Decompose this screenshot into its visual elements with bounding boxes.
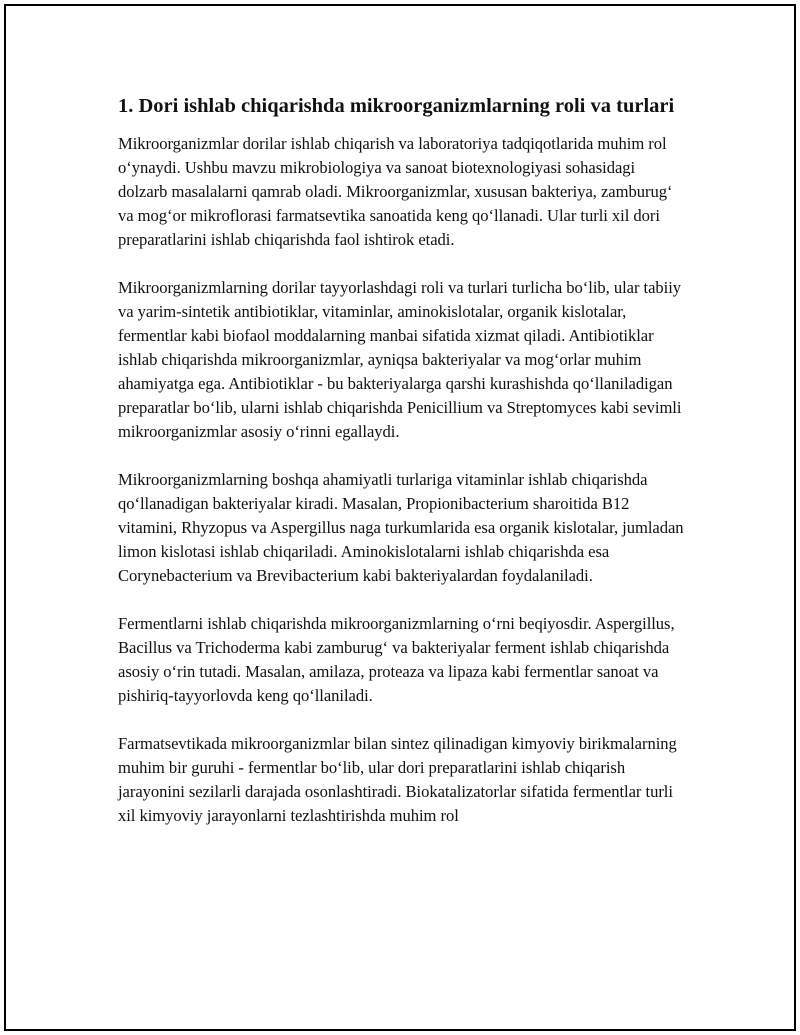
section-heading: 1. Dori ishlab chiqarishda mikroorganizmlarning roli va turlari [118, 95, 675, 117]
paragraph-3: Mikroorganizmlarning boshqa ahamiyatli turlariga vitaminlar ishlab chiqarishda qo‘llanadigan bakteriyalar kiradi. Masalan, Propionibacterium sharoitida B12 vitamini, Rhyzopus va Aspergillus naga turkumlarida esa organik kislotalar, jumladan limon kislotasi ishlab chiqariladi. Aminokislotalarni ishlab chiqarishda esa Corynebacterium va Brevibacterium kabi bakteriyalardan foydalaniladi. [118, 470, 684, 585]
document-body [118, 92, 686, 828]
paragraph-4: Fermentlarni ishlab chiqarishda mikroorganizmlarning o‘rni beqiyosdir. Aspergillus, Bacillus va Trichoderma kabi zamburug‘ va bakteriyalar ferment ishlab chiqarishda asosiy o‘rin tutadi. Masalan, amilaza, proteaza va lipaza kabi fermentlar sanoat va pishiriq-tayyorlovda keng qo‘llaniladi. [118, 614, 675, 705]
paragraph-5: Farmatsevtikada mikroorganizmlar bilan sintez qilinadigan kimyoviy birikmalarning muhim bir guruhi - fermentlar bo‘lib, ular dori preparatlarini ishlab chiqarish jarayonini sezilarli darajada osonlashtiradi. Biokatalizatorlar sifatida fermentlar turli xil kimyoviy jarayonlarni tezlashtirishda muhim rol [118, 734, 677, 825]
paragraph-1: Mikroorganizmlar dorilar ishlab chiqarish va laboratoriya tadqiqotlarida muhim rol o‘ynaydi. Ushbu mavzu mikrobiologiya va sanoat biotexnologiyasi sohasidagi dolzarb masalalarni qamrab oladi. Mikroorganizmlar, xususan bakteriya, zamburug‘ va mog‘or mikroflorasi farmatsevtika sanoatida keng qo‘llanadi. Ular turli xil dori preparatlarini ishlab chiqarishda faol ishtirok etadi. [118, 134, 673, 249]
paragraph-2: Mikroorganizmlarning dorilar tayyorlashdagi roli va turlari turlicha bo‘lib, ular tabiiy va yarim-sintetik antibiotiklar, vitaminlar, aminokislotalar, organik kislotalar, fermentlar kabi biofaol moddalarning manbai sifatida xizmat qiladi. Antibiotiklar ishlab chiqarishda mikroorganizmlar, ayniqsa bakteriyalar va mog‘orlar muhim ahamiyatga ega. Antibiotiklar - bu bakteriyalarga qarshi kurashishda qo‘llaniladigan preparatlar bo‘lib, ularni ishlab chiqarishda Penicillium va Streptomyces kabi sevimli mikroorganizmlar asosiy o‘rinni egallaydi. [118, 278, 682, 441]
